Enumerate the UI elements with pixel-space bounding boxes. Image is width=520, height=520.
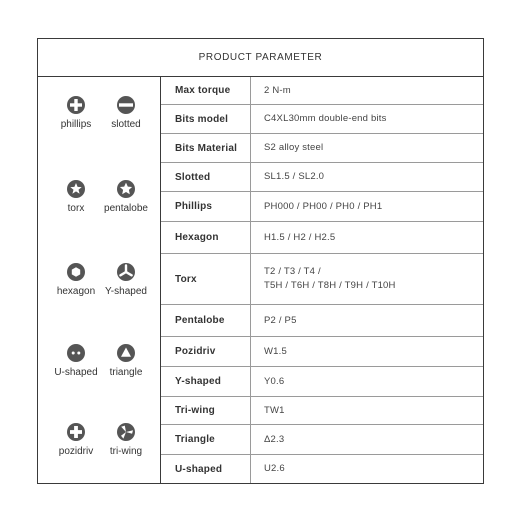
icon-pair-3 [38, 261, 160, 311]
param-value [251, 397, 483, 424]
table-row [161, 105, 483, 134]
pozidriv-label: pozidriv [58, 446, 94, 457]
param-name: Bits model [161, 105, 251, 133]
param-value [251, 337, 483, 366]
pentalobe-bit [96, 178, 156, 214]
triangle-bit [96, 342, 156, 378]
param-value [251, 163, 483, 191]
icon-pair-5 [38, 421, 160, 471]
param-value-line: U2.6 [264, 463, 285, 474]
table-row [161, 77, 483, 105]
param-value [251, 192, 483, 221]
slotted-bit [96, 94, 156, 130]
param-value-line: 2 N-m [264, 84, 291, 96]
y-shaped-bit [96, 261, 156, 297]
triangle-label: triangle [109, 367, 143, 378]
param-value-line: S2 alloy steel [264, 142, 324, 153]
parameter-table [161, 77, 483, 483]
slotted-label: slotted [111, 119, 141, 130]
param-value [251, 254, 483, 304]
param-value [251, 77, 483, 104]
icon-pair-1 [38, 94, 160, 144]
param-value-line: Δ2.3 [264, 433, 285, 445]
table-row [161, 305, 483, 337]
param-value-line: T5H / T6H / T8H / T9H / T10H [264, 280, 396, 291]
table-row [161, 455, 483, 483]
table-row [161, 222, 483, 254]
param-name: Max torque [161, 77, 251, 104]
param-name: Pentalobe [161, 305, 251, 336]
param-value-line: H1.5 / H2 / H2.5 [264, 231, 336, 243]
param-name: Pozidriv [161, 337, 251, 366]
table-row [161, 425, 483, 455]
param-name: U-shaped [161, 455, 251, 483]
param-value [251, 425, 483, 454]
param-name: Tri-wing [161, 397, 251, 424]
param-value-line: P2 / P5 [264, 314, 297, 326]
icon-pair-4 [38, 342, 160, 392]
tri-wing-label: tri-wing [109, 446, 143, 457]
torx-icon [65, 178, 87, 200]
bit-icons-panel [38, 77, 161, 483]
param-value [251, 367, 483, 396]
param-value [251, 134, 483, 162]
table-row [161, 337, 483, 367]
table-row [161, 254, 483, 305]
param-name: Triangle [161, 425, 251, 454]
param-value-line: T2 / T3 / T4 / [264, 266, 321, 277]
param-value [251, 305, 483, 336]
sheet-title: PRODUCT PARAMETER [38, 39, 483, 77]
param-value [251, 455, 483, 483]
y-shaped-label: Y-shaped [105, 286, 147, 297]
phillips-icon [65, 94, 87, 116]
icon-pair-2 [38, 178, 160, 228]
param-value-line: TW1 [264, 404, 285, 416]
y-shaped-icon [115, 261, 137, 283]
param-name: Phillips [161, 192, 251, 221]
param-name: Bits Material [161, 134, 251, 162]
phillips-label: phillips [60, 119, 92, 130]
param-value [251, 222, 483, 253]
u-shaped-icon [65, 342, 87, 364]
table-row [161, 163, 483, 192]
param-value-line: C4XL30mm double-end bits [264, 113, 387, 124]
param-value-line: PH000 / PH00 / PH0 / PH1 [264, 200, 383, 212]
param-name: Y-shaped [161, 367, 251, 396]
u-shaped-label: U-shaped [54, 367, 98, 378]
hexagon-icon [65, 261, 87, 283]
tri-wing-bit [96, 421, 156, 457]
param-name: Torx [161, 254, 251, 304]
param-name: Slotted [161, 163, 251, 191]
param-value [251, 105, 483, 133]
triangle-icon [115, 342, 137, 364]
pentalobe-icon [115, 178, 137, 200]
table-row [161, 134, 483, 163]
slotted-icon [115, 94, 137, 116]
param-value-line: Y0.6 [264, 375, 285, 387]
pentalobe-label: pentalobe [104, 203, 148, 214]
table-row [161, 192, 483, 222]
table-row [161, 397, 483, 425]
table-row [161, 367, 483, 397]
torx-label: torx [67, 203, 85, 214]
param-value-line: W1.5 [264, 345, 287, 357]
hexagon-label: hexagon [56, 286, 96, 297]
param-name: Hexagon [161, 222, 251, 253]
product-parameter-sheet [37, 38, 484, 484]
tri-wing-icon [115, 421, 137, 443]
param-value-line: SL1.5 / SL2.0 [264, 171, 325, 182]
pozidriv-icon [65, 421, 87, 443]
